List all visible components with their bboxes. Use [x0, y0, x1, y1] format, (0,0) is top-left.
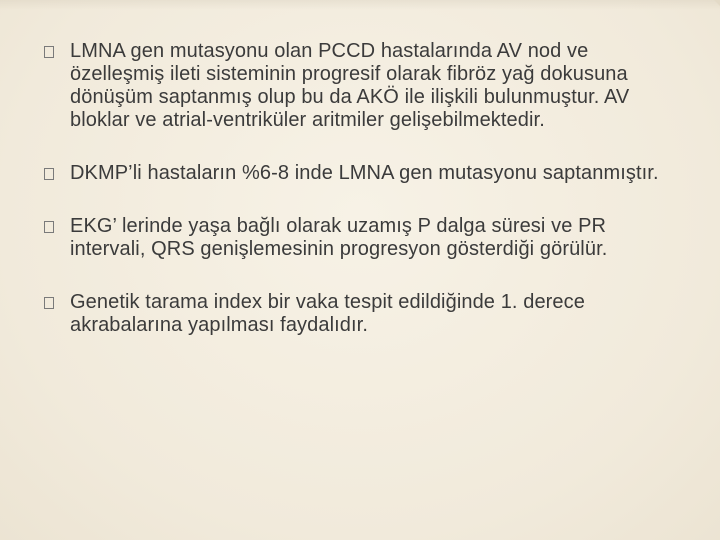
bullet-item	[44, 215, 684, 261]
slide-corner-fold	[714, 0, 720, 6]
bullet-item	[44, 291, 684, 337]
missing-glyph-box-icon	[44, 297, 54, 309]
bullet-text: LMNA gen mutasyonu olan PCCD hastalarında AV nod ve özelleşmiş ileti sisteminin progresif olarak fibröz yağ dokusuna dönüşüm saptanmış olup bu da AKÖ ile ilişkili bulunmuştur. AV bloklar ve atrial-ventriküler aritmiler gelişebilmektedir.	[70, 40, 630, 131]
bullet-item	[44, 162, 684, 185]
bullet-text: EKG’ lerinde yaşa bağlı olarak uzamış P dalga süresi ve PR intervali, QRS genişlemesinin progresyon gösterdiği görülür.	[70, 215, 608, 260]
missing-glyph-box-icon	[44, 46, 54, 58]
bullet-list	[44, 40, 684, 337]
missing-glyph-box-icon	[44, 221, 54, 233]
bullet-item	[44, 40, 684, 132]
bullet-text: Genetik tarama index bir vaka tespit edildiğinde 1. derece akrabalarına yapılması faydalıdır.	[70, 291, 585, 336]
slide-top-shadow	[0, 0, 720, 10]
missing-glyph-box-icon	[44, 168, 54, 180]
bullet-text: DKMP’li hastaların %6-8 inde LMNA gen mutasyonu saptanmıştır.	[70, 162, 659, 184]
